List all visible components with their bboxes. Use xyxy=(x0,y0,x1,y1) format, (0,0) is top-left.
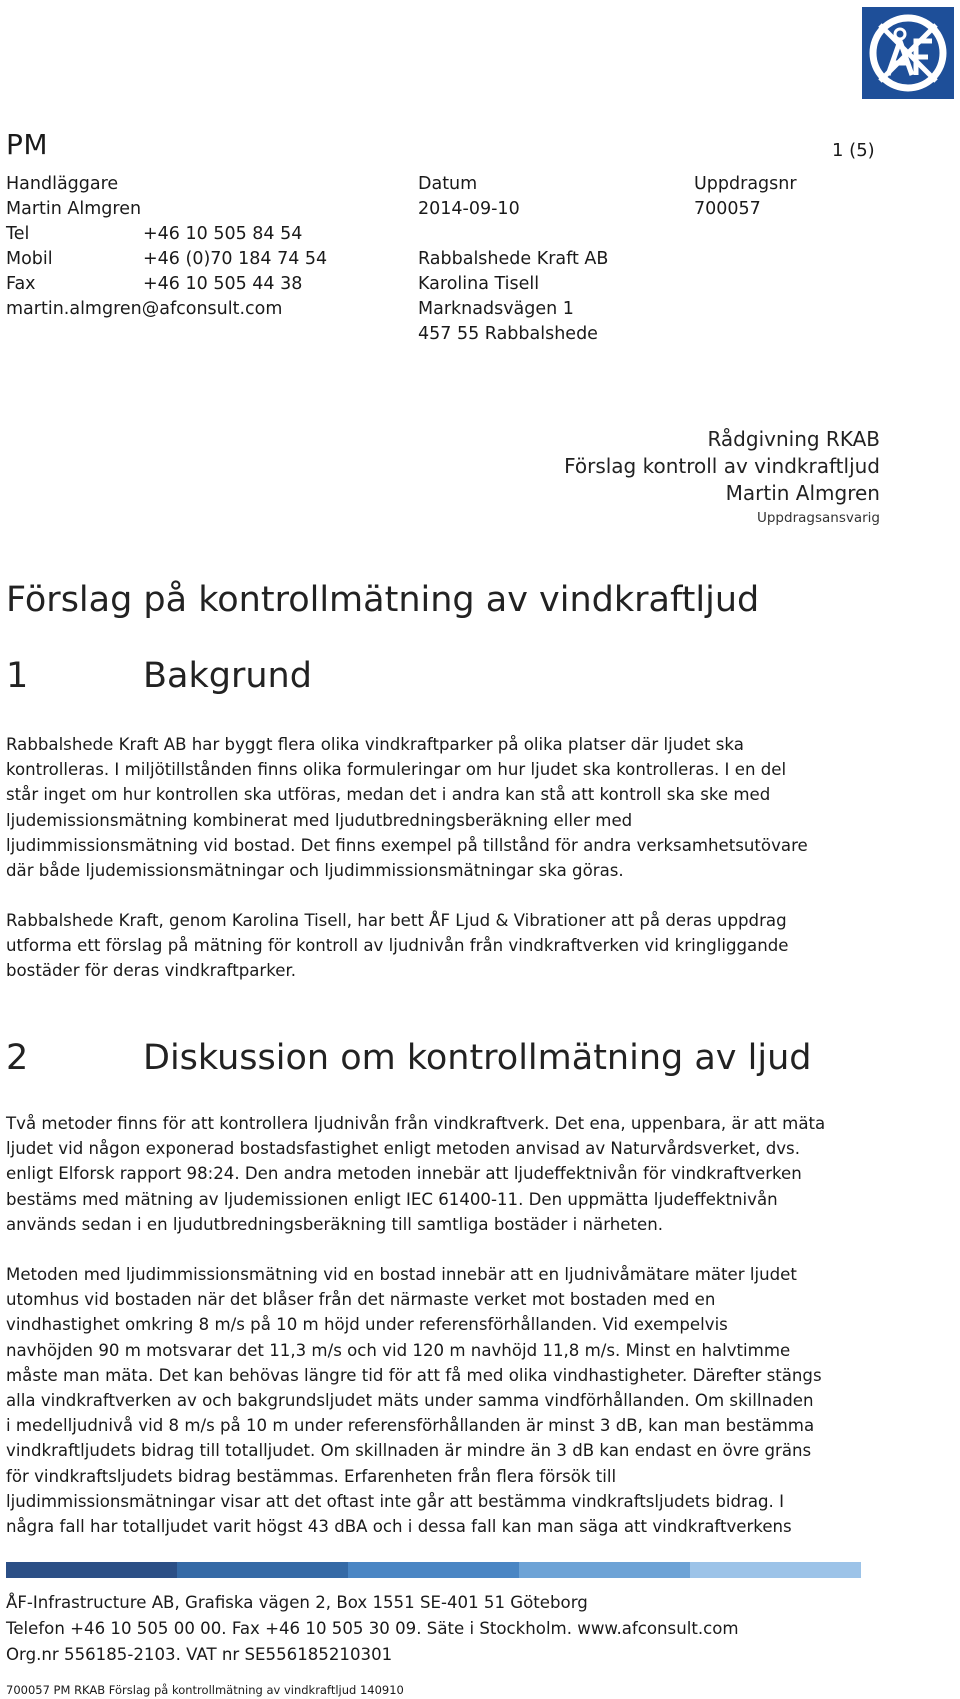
paragraph-line: för vindkraftsljudets bidrag bestämmas. Erfarenheten från flera försök till xyxy=(6,1466,617,1486)
paragraph-line: navhöjden 90 m motsvarar det 11,3 m/s och vid 120 m navhöjd 11,8 m/s. Minst en halvtimme xyxy=(6,1340,791,1360)
paragraph-line: vindhastighet omkring 8 m/s på 10 m höjd under referensförhållanden. Vid exempelvis xyxy=(6,1315,728,1335)
paragraph xyxy=(6,732,826,883)
footer-color-bar xyxy=(6,1562,861,1578)
mobil-value: +46 (0)70 184 74 54 xyxy=(143,249,328,269)
paragraph-line: Två metoder finns för att kontrollera ljudnivån från vindkraftverk. Det ena, uppenbara, är att mäta xyxy=(6,1114,826,1133)
fax-value: +46 10 505 44 38 xyxy=(143,274,303,294)
af-logo-icon xyxy=(862,7,954,99)
paragraph-line: utforma ett förslag på mätning för kontroll av ljudnivån från vindkraftverken vid kringliggande xyxy=(6,936,789,956)
paragraph-line: bestäms med mätning av ljudemissionen enligt IEC 61400-11. Den uppmätta ljudeffektnivån xyxy=(6,1189,778,1209)
document-id: 700057 PM RKAB Förslag på kontrollmätning av vindkraftljud 140910 xyxy=(6,1683,404,1697)
tel-value: +46 10 505 84 54 xyxy=(143,224,303,244)
uppdragsnr-label: Uppdragsnr xyxy=(694,174,797,194)
paragraph-line: i medelljudnivå vid 8 m/s på 10 m under referensförhållanden är minst 3 dB, kan man bestämma xyxy=(6,1416,815,1436)
handlaggare-name: Martin Almgren xyxy=(6,199,142,219)
paragraph xyxy=(6,908,826,984)
datum-label: Datum xyxy=(418,174,478,194)
paragraph xyxy=(6,1262,826,1539)
footer-bar-segment xyxy=(6,1562,177,1578)
footer-address: ÅF-Infrastructure AB, Grafiska vägen 2, Box 1551 SE-401 51 Göteborg xyxy=(6,1593,588,1612)
paragraph xyxy=(6,1111,826,1237)
page-number: 1 (5) xyxy=(832,140,875,161)
recipient-city: 457 55 Rabbalshede xyxy=(418,324,598,344)
assignment-block xyxy=(564,426,880,529)
mobil-label: Mobil xyxy=(6,249,53,269)
assignment-client: Rådgivning RKAB xyxy=(707,427,880,451)
document-title: Förslag på kontrollmätning av vindkraftljud xyxy=(6,580,760,620)
doc-type: PM xyxy=(6,128,49,161)
paragraph-line: används sedan i en ljudutbredningsberäkning till samtliga bostäder i närheten. xyxy=(6,1214,663,1234)
paragraph-line: Rabbalshede Kraft AB har byggt flera olika vindkraftparker på olika platser där ljudet ska xyxy=(6,735,744,754)
paragraph-line: Rabbalshede Kraft, genom Karolina Tisell, har bett ÅF Ljud & Vibrationer att på deras uppdrag xyxy=(6,911,787,930)
section-title: Bakgrund xyxy=(143,656,312,696)
recipient-name: Karolina Tisell xyxy=(418,274,540,294)
section-title: Diskussion om kontrollmätning av ljud xyxy=(143,1038,812,1078)
paragraph-line: ljudet vid någon exponerad bostadsfastighet enligt metoden anvisad av Naturvårdsverket, dvs. xyxy=(6,1139,800,1159)
paragraph-line: där både ljudemissionsmätningar och ljudimmissionsmätningar ska göras. xyxy=(6,861,624,881)
af-logo xyxy=(862,7,954,99)
datum-value: 2014-09-10 xyxy=(418,199,520,219)
section-number: 2 xyxy=(6,1038,29,1078)
paragraph-line: vindkraftljudets bidrag till totalljudet. Om skillnaden är mindre än 3 dB kan endast en övre gräns xyxy=(6,1441,812,1461)
footer-bar-segment xyxy=(177,1562,348,1578)
paragraph-line: alla vindkraftverken av och bakgrundsljudet mäts under samma vindförhållanden. Om skillnaden xyxy=(6,1391,814,1411)
paragraph-line: ljudimmissionsmätning vid bostad. Det finns exempel på tillstånd för andra verksamhetsutövare xyxy=(6,835,808,855)
paragraph-line: bostäder för deras vindkraftparker. xyxy=(6,961,297,981)
paragraph-line: ljudemissionsmätning kombinerat med ljudutbredningsberäkning eller med xyxy=(6,810,633,830)
footer-org: Org.nr 556185-2103. VAT nr SE556185210301 xyxy=(6,1645,393,1664)
email-link[interactable]: martin.almgren@afconsult.com xyxy=(6,299,283,319)
paragraph-line: utomhus vid bostaden när det blåser från det närmaste verket mot bostaden med en xyxy=(6,1290,716,1310)
paragraph-line: står inget om hur kontrollen ska utföras, medan det i andra kan stå att kontroll ska ske med xyxy=(6,785,771,805)
section-heading-2 xyxy=(0,1038,900,1082)
handlaggare-label: Handläggare xyxy=(6,174,119,194)
footer-bar-segment xyxy=(348,1562,519,1578)
paragraph-line: ljudimmissionsmätningar visar att det oftast inte går att bestämma vindkraftsljudets bidrag. I xyxy=(6,1491,784,1511)
section-number: 1 xyxy=(6,656,29,696)
paragraph-line: enligt Elforsk rapport 98:24. Den andra metoden innebär att ljudeffektnivån för vindkraftverken xyxy=(6,1164,802,1184)
footer-bar-segment xyxy=(690,1562,861,1578)
footer-bar-segment xyxy=(519,1562,690,1578)
assignment-person: Martin Almgren xyxy=(725,481,880,505)
tel-label: Tel xyxy=(6,224,30,244)
paragraph-line: Metoden med ljudimmissionsmätning vid en bostad innebär att en ljudnivåmätare mäter ljudet xyxy=(6,1265,797,1284)
paragraph-line: kontrolleras. I miljötillstånden finns olika formuleringar om hur ljudet ska kontrolleras. I en del xyxy=(6,760,787,780)
paragraph-line: några fall har totalljudet varit högst 43 dBA och i dessa fall kan man säga att vindkraftverkens xyxy=(6,1517,792,1537)
recipient-company: Rabbalshede Kraft AB xyxy=(418,249,609,269)
assignment-role: Uppdragsansvarig xyxy=(756,510,880,526)
fax-label: Fax xyxy=(6,274,36,294)
section-heading-1 xyxy=(0,656,900,700)
assignment-subject: Förslag kontroll av vindkraftljud xyxy=(564,454,880,478)
uppdragsnr-value: 700057 xyxy=(694,199,761,219)
recipient-street: Marknadsvägen 1 xyxy=(418,299,574,319)
footer-contact: Telefon +46 10 505 00 00. Fax +46 10 505 30 09. Säte i Stockholm. www.afconsult.com xyxy=(6,1619,739,1638)
paragraph-line: måste man mäta. Det kan behövas längre tid för att få med olika vindhastigheter. Därefter stängs xyxy=(6,1365,822,1385)
